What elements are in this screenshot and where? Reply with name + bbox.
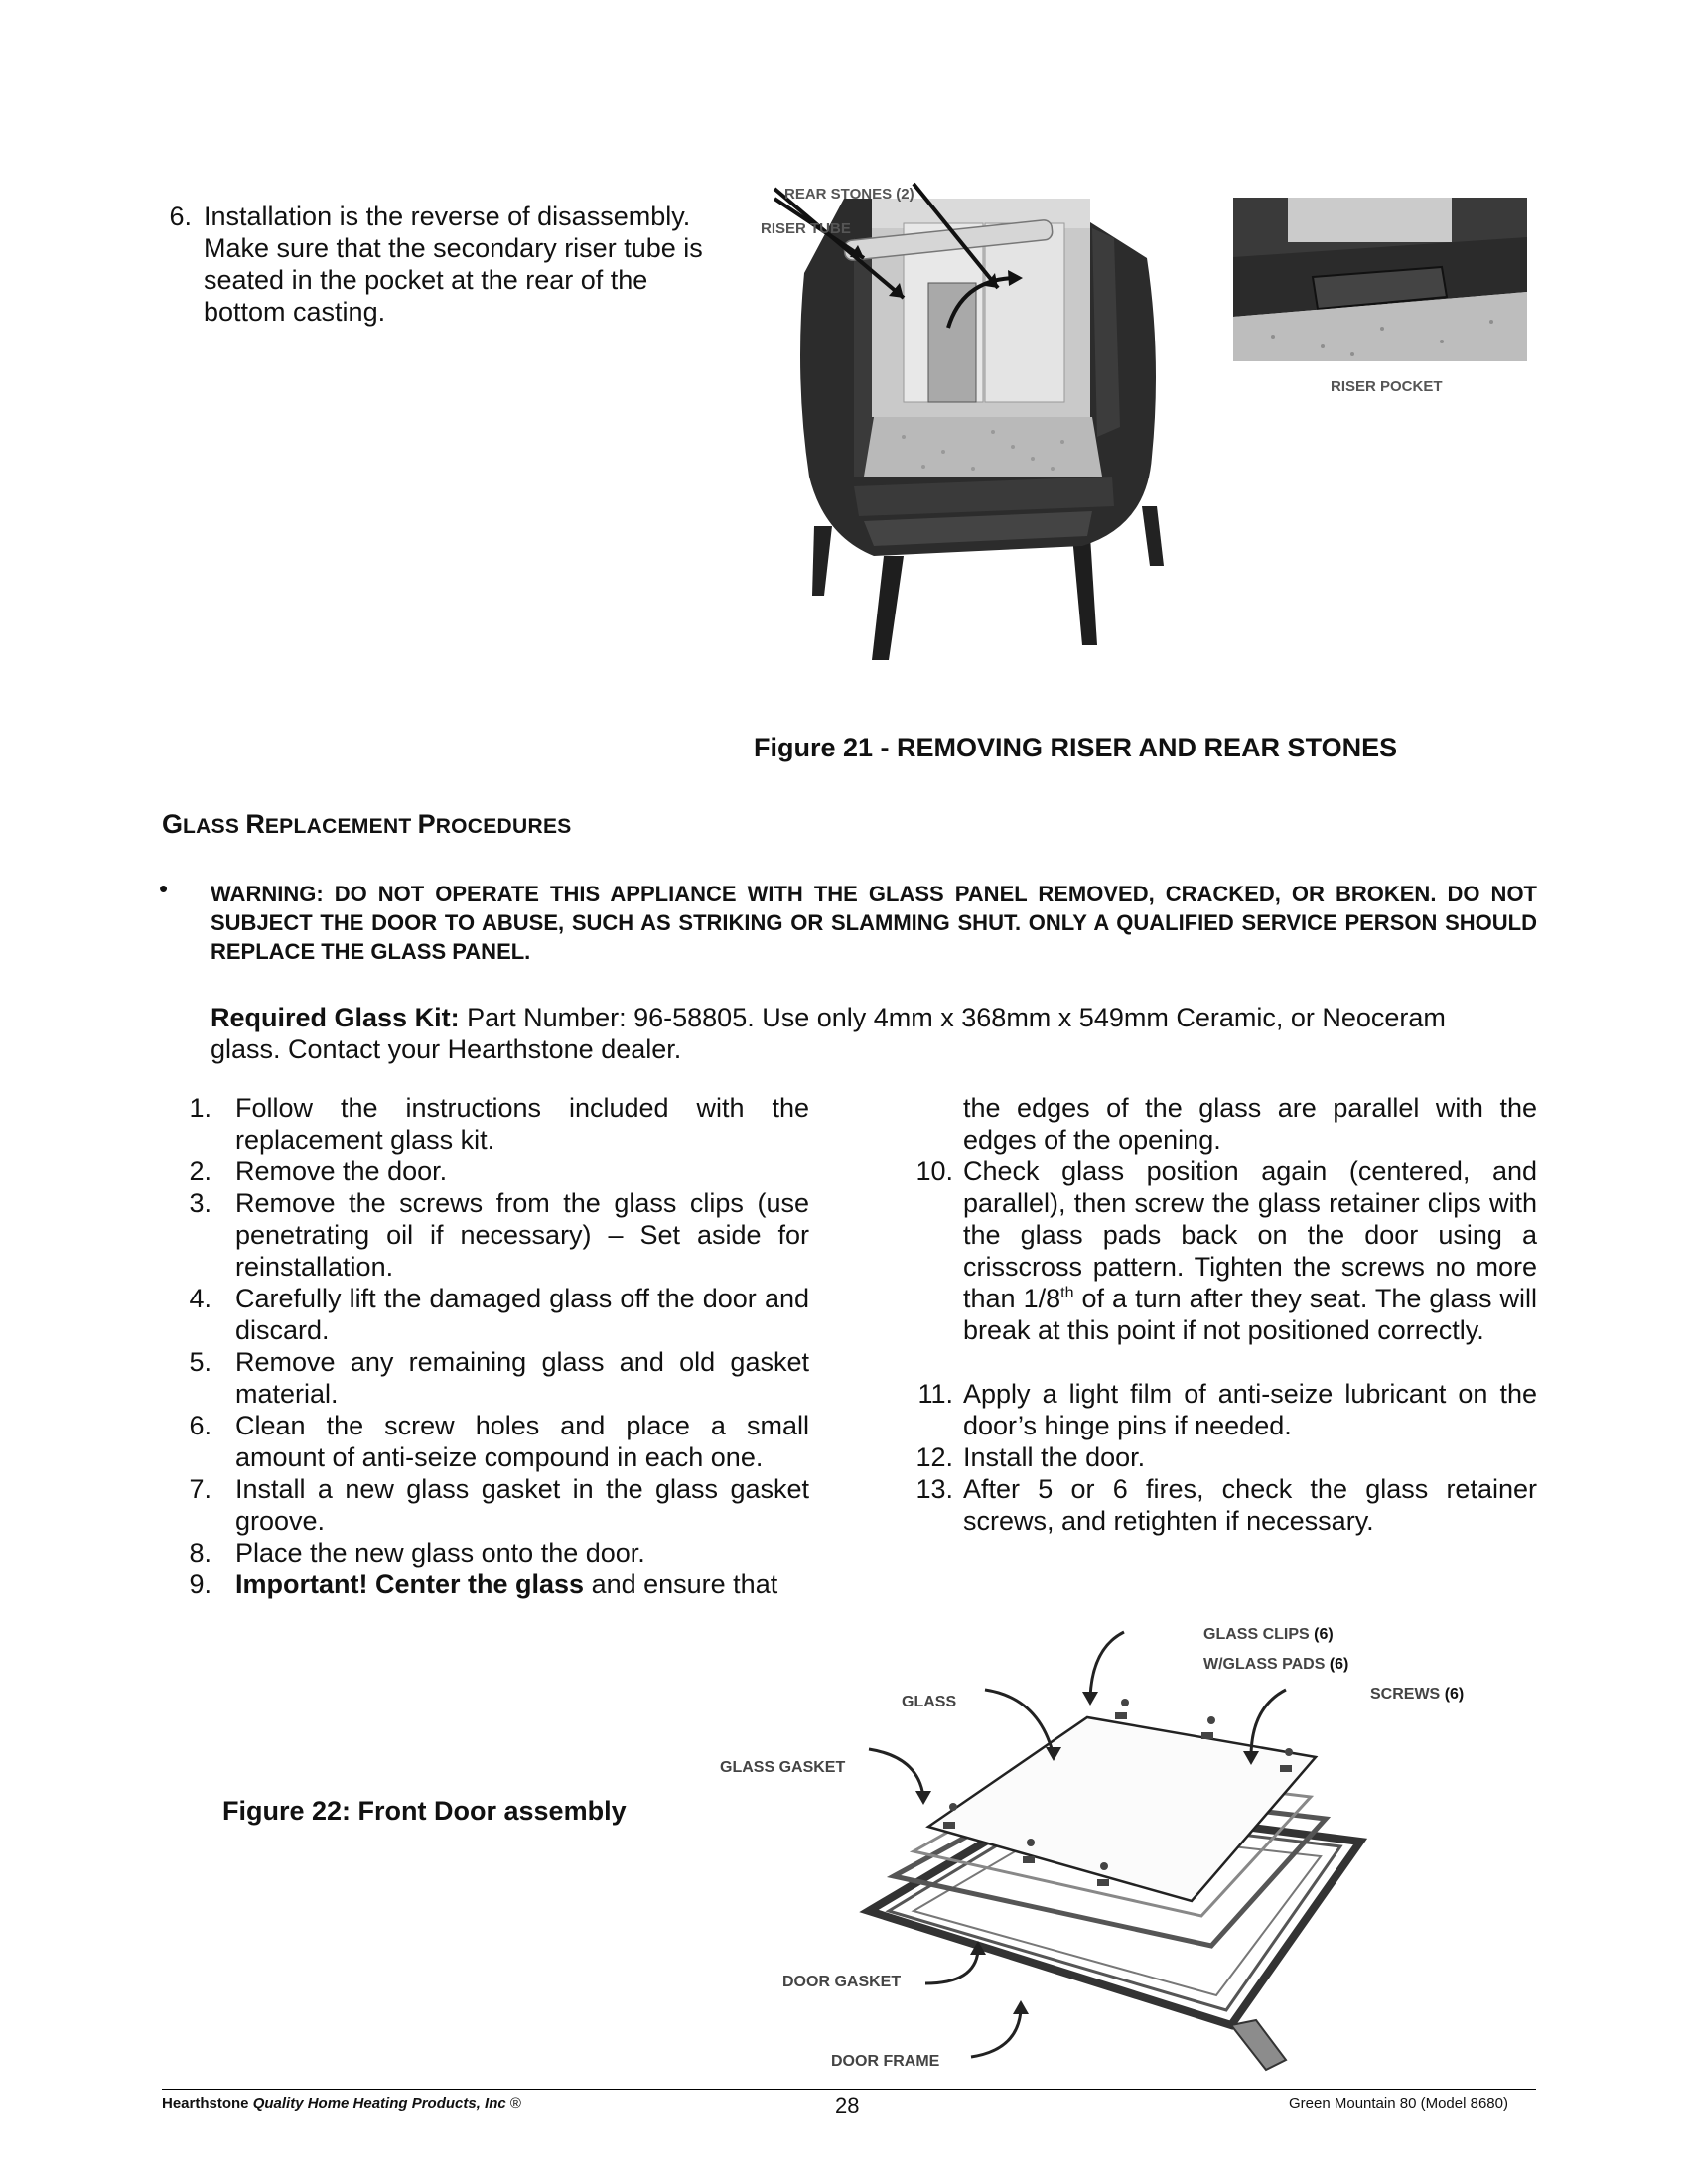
label-glass-pads-text: W/GLASS PADS <box>1203 1656 1326 1673</box>
heading-big-2: R <box>245 809 265 839</box>
step-text: Apply a light film of anti-seize lubricant on the door’s hinge pins if needed. <box>963 1379 1537 1440</box>
step-text: Remove any remaining glass and old gasket material. <box>235 1347 809 1409</box>
step-text: the edges of the glass are parallel with the edges of the opening. <box>963 1093 1537 1155</box>
step-2 <box>189 1156 809 1187</box>
heading-big-3: P <box>417 809 436 839</box>
step-7 <box>189 1473 809 1537</box>
label-screws-text: SCREWS <box>1370 1686 1441 1703</box>
step-number: 11. <box>917 1379 953 1409</box>
label-glass-gasket: GLASS GASKET <box>720 1759 846 1776</box>
step-number: 1. <box>189 1093 211 1123</box>
label-count: (6) <box>1329 1656 1349 1673</box>
label-rear-stones: REAR STONES (2) <box>784 186 914 203</box>
intro-step-text: Installation is the reverse of disassembly. Make sure that the secondary riser tube is seated in the pocket at the rear of the bottom casting. <box>204 202 703 327</box>
heading-small-2: EPLACEMENT <box>264 815 418 838</box>
page-number: 28 <box>835 2093 860 2117</box>
section-heading <box>162 809 572 840</box>
label-riser-tube: RISER TUBE <box>761 220 851 237</box>
step-9-continued <box>963 1092 1537 1156</box>
step-number: 10. <box>915 1157 953 1186</box>
step-number: 8. <box>189 1538 211 1568</box>
figure21-caption: Figure 21 - REMOVING RISER AND REAR STONES <box>754 733 1398 762</box>
step-text: of a turn after they seat. The glass will break at this point if not positioned correctly. <box>963 1284 1537 1345</box>
step-number: 2. <box>189 1157 211 1186</box>
intro-step-number: 6. <box>169 202 192 231</box>
step-9-bold: Important! Center the glass <box>235 1570 585 1599</box>
step-13 <box>915 1473 1537 1537</box>
step-text: Remove the screws from the glass clips (use penetrating oil if necessary) – Set aside for reinstallation. <box>235 1188 809 1282</box>
warning-bullet: • <box>159 874 169 903</box>
label-glass-clips-text: GLASS CLIPS <box>1203 1626 1310 1643</box>
step-5 <box>189 1346 809 1410</box>
figure22-caption: Figure 22: Front Door assembly <box>222 1796 627 1826</box>
label-count: (6) <box>1444 1686 1465 1703</box>
label-glass-pads <box>1203 1656 1348 1674</box>
step-9 <box>189 1569 811 1600</box>
step-8 <box>189 1537 809 1569</box>
warning-text: WARNING: DO NOT OPERATE THIS APPLIANCE WITH THE GLASS PANEL REMOVED, CRACKED, OR BROKEN. DO NOT SUBJECT THE DOOR TO ABUSE, SUCH AS STRIKING OR SLAMMING SHUT. ONLY A QUALIFIED SERVICE PERSON SHOULD REPLACE THE GLASS PANEL. <box>211 882 1537 964</box>
step-10 <box>915 1156 1537 1346</box>
footer-company-name: Hearthstone <box>162 2095 253 2112</box>
step-number: 7. <box>189 1474 211 1504</box>
step-number: 12. <box>915 1442 953 1472</box>
figure22-door-assembly-illustration <box>715 1608 1489 2075</box>
step-text: Carefully lift the damaged glass off the door and discard. <box>235 1284 809 1345</box>
required-glass-kit <box>211 1002 1501 1065</box>
step-text: Install a new glass gasket in the glass gasket groove. <box>235 1474 809 1536</box>
step-4 <box>189 1283 809 1346</box>
step-text: Follow the instructions included with the replacement glass kit. <box>235 1093 809 1155</box>
heading-big-1: G <box>162 809 184 839</box>
step-text: Check glass position again (centered, and parallel), then screw the glass retainer clips with the glass pads back on the door using a crisscross pattern. Tighten the screws no more than 1/8 <box>963 1157 1537 1313</box>
step-number: 6. <box>189 1411 211 1440</box>
label-door-gasket: DOOR GASKET <box>782 1974 902 1990</box>
step-3 <box>189 1187 809 1283</box>
step-text: Clean the screw holes and place a small amount of anti-seize compound in each one. <box>235 1411 809 1472</box>
footer-model: Green Mountain 80 (Model 8680) <box>1289 2095 1508 2112</box>
step-12 <box>915 1441 1537 1473</box>
step-1 <box>189 1092 809 1156</box>
footer-company-tagline: Quality Home Heating Products, Inc <box>252 2095 506 2112</box>
label-glass-clips <box>1203 1626 1334 1644</box>
step-number: 4. <box>189 1284 211 1313</box>
label-count: (6) <box>1314 1626 1334 1643</box>
step-number: 9. <box>189 1570 211 1599</box>
kit-text: Part Number: 96-58805. Use only 4mm x 368mm x 549mm Ceramic, or Neoceram glass. Contact your Hearthstone dealer. <box>211 1003 1446 1064</box>
kit-label: Required Glass Kit: <box>211 1003 460 1032</box>
step-6 <box>189 1410 809 1473</box>
figure21-riser-pocket-detail <box>1233 198 1527 361</box>
step-text: Place the new glass onto the door. <box>235 1538 645 1568</box>
intro-step <box>169 201 710 328</box>
figure21-stove-illustration <box>755 179 1201 675</box>
heading-small-3: ROCEDURES <box>435 815 572 838</box>
step-10-superscript: th <box>1060 1285 1074 1301</box>
step-number: 3. <box>189 1188 211 1218</box>
step-text: After 5 or 6 fires, check the glass retainer screws, and retighten if necessary. <box>963 1474 1537 1536</box>
step-text: Install the door. <box>963 1442 1146 1472</box>
heading-small-1: LASS <box>183 815 246 838</box>
label-glass: GLASS <box>902 1694 957 1710</box>
footer-company <box>162 2095 521 2112</box>
step-number: 5. <box>189 1347 211 1377</box>
label-door-frame: DOOR FRAME <box>831 2053 940 2070</box>
step-text: and ensure that <box>584 1570 778 1599</box>
footer-rule <box>162 2089 1536 2090</box>
label-screws <box>1370 1686 1464 1704</box>
footer-registered: ® <box>505 2095 521 2112</box>
step-11 <box>917 1378 1537 1441</box>
step-text: Remove the door. <box>235 1157 448 1186</box>
step-number: 13. <box>915 1474 953 1504</box>
label-riser-pocket: RISER POCKET <box>1331 378 1443 395</box>
